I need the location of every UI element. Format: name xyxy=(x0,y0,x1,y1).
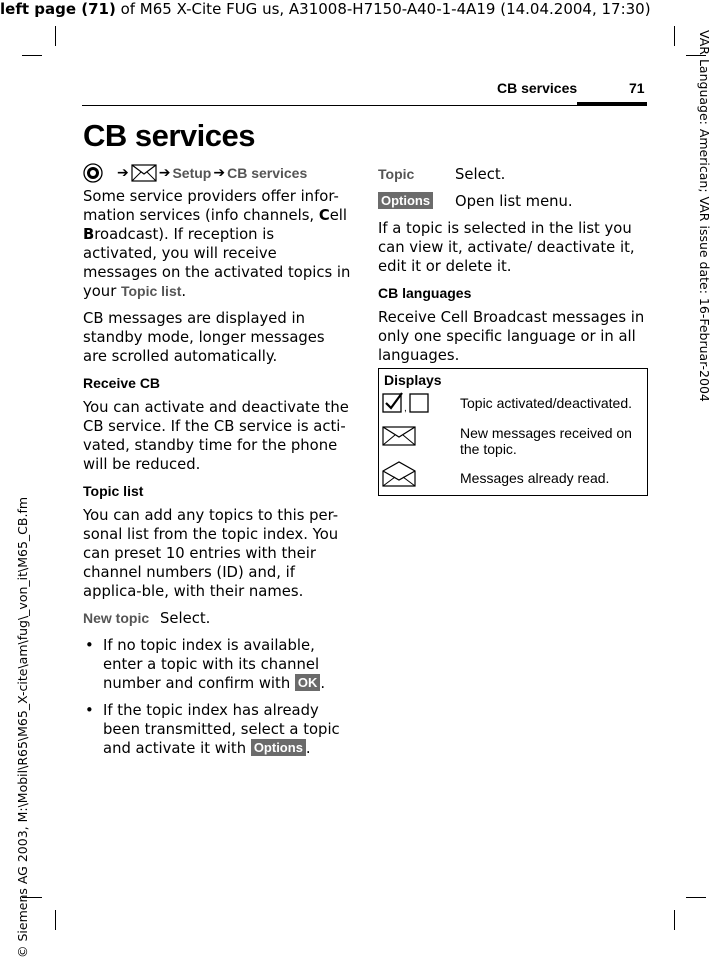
file-path: © Siemens AG 2003, M:\Mobil\R65\M65_X-cite\am\fug\_von_it\M65_CB.fm xyxy=(15,496,30,958)
crop-mark xyxy=(686,897,706,898)
bullet-2-text: If the topic index has already been transmitted, select a topic and activate it with xyxy=(103,702,340,757)
options-value: Open list menu. xyxy=(455,193,573,210)
receive-cb-heading: Receive CB xyxy=(83,375,161,391)
checked-box-icon xyxy=(382,391,406,413)
menu-setup: Setup xyxy=(172,164,212,181)
options-softkey: Options xyxy=(378,192,433,209)
arrow-icon: ➔ xyxy=(158,164,171,181)
cb-languages-text: Receive Cell Broadcast messages in only one specific language or in all languages. xyxy=(378,309,645,364)
ok-softkey: OK xyxy=(295,674,321,691)
topic-value: Select. xyxy=(455,166,506,183)
bullet-2-end: . xyxy=(305,740,311,757)
arrow-icon: ➔ xyxy=(117,164,129,181)
intro-text-d: roadcast). If reception is activated, you will receive messages on the activated topics in your xyxy=(83,226,351,300)
options-key-cell xyxy=(378,192,455,211)
var-language: VAR Language: American; VAR issue date: 16-Februar-2004 xyxy=(697,30,712,402)
crop-mark xyxy=(674,910,675,930)
unchecked-box-icon xyxy=(409,393,429,413)
topic-row xyxy=(378,165,646,184)
crop-mark xyxy=(22,55,42,56)
bullet-1-end: . xyxy=(320,675,326,692)
displays-title: Displays xyxy=(384,372,442,388)
topic-list-text: You can add any topics to this per-sonal list from the topic index. You can preset 10 entries with their channel numbers (ID) and, if applica-ble, with their names. xyxy=(83,507,339,600)
page-title: CB services xyxy=(83,118,256,153)
envelope-icon xyxy=(131,164,157,182)
intro-text-b: ell xyxy=(329,207,348,224)
running-head: CB services xyxy=(497,80,578,96)
list-item xyxy=(83,701,351,758)
crop-mark xyxy=(55,26,56,46)
displays-table xyxy=(378,368,648,496)
intro-bold-b: B xyxy=(83,226,95,243)
menu-path xyxy=(83,163,351,183)
read-message-icon xyxy=(382,461,416,487)
menu-cb-services: CB services xyxy=(227,164,308,181)
new-topic-row xyxy=(83,609,351,628)
topic-key: Topic xyxy=(378,166,415,182)
list-item xyxy=(83,636,351,693)
topic-list-heading: Topic list xyxy=(83,483,144,499)
header-rule-tab xyxy=(577,102,647,106)
crop-mark xyxy=(674,26,675,46)
intro-bold-c: C xyxy=(318,207,330,224)
bullet-1-text: If no topic index is available, enter a topic with its channel number and confirm with xyxy=(103,637,320,692)
bullet-icon: • xyxy=(85,702,94,719)
new-message-icon xyxy=(382,426,416,446)
intro-paragraph xyxy=(83,187,351,301)
bullet-text xyxy=(103,701,351,758)
cb-languages-heading: CB languages xyxy=(378,285,472,301)
receive-cb-text: You can activate and deactivate the CB service. If the CB service is acti-vated, standby time for the phone will be reduced. xyxy=(83,399,349,473)
topic-list-ref: Topic list xyxy=(120,283,182,299)
options-row xyxy=(378,192,646,211)
displays-row-3: Messages already read. xyxy=(460,470,610,486)
displays-row-2: New messages received on the topic. xyxy=(460,425,632,457)
header-rule xyxy=(82,105,647,106)
icon-separator: , xyxy=(404,403,407,414)
print-header-bold: left page (71) xyxy=(0,0,116,18)
bullet-text xyxy=(103,636,351,693)
bullet-icon: • xyxy=(85,637,94,654)
left-column xyxy=(83,163,351,766)
topic-selected-text: If a topic is selected in the list you can view it, activate/ deactivate it, edit it or delete it. xyxy=(378,220,635,275)
crop-mark xyxy=(55,910,56,930)
displays-row-1: Topic activated/deactivated. xyxy=(460,395,632,411)
print-header xyxy=(0,0,651,18)
intro-end: . xyxy=(181,283,187,300)
new-topic-key: New topic xyxy=(83,610,150,626)
print-header-rest: of M65 X-Cite FUG us, A31008-H7150-A40-1-4A19 (14.04.2004, 17:30) xyxy=(115,0,651,18)
arrow-icon: ➔ xyxy=(213,164,226,181)
options-softkey: Options xyxy=(251,739,306,756)
new-topic-value: Select. xyxy=(160,610,211,627)
intro-paragraph-2: CB messages are displayed in standby mode, longer messages are scrolled automatically. xyxy=(83,310,325,365)
intro-text-a: Some service providers offer infor-mation services (info channels, xyxy=(83,188,339,224)
page-number: 71 xyxy=(629,80,645,96)
navigation-key-icon xyxy=(83,163,105,183)
right-column xyxy=(378,165,646,373)
